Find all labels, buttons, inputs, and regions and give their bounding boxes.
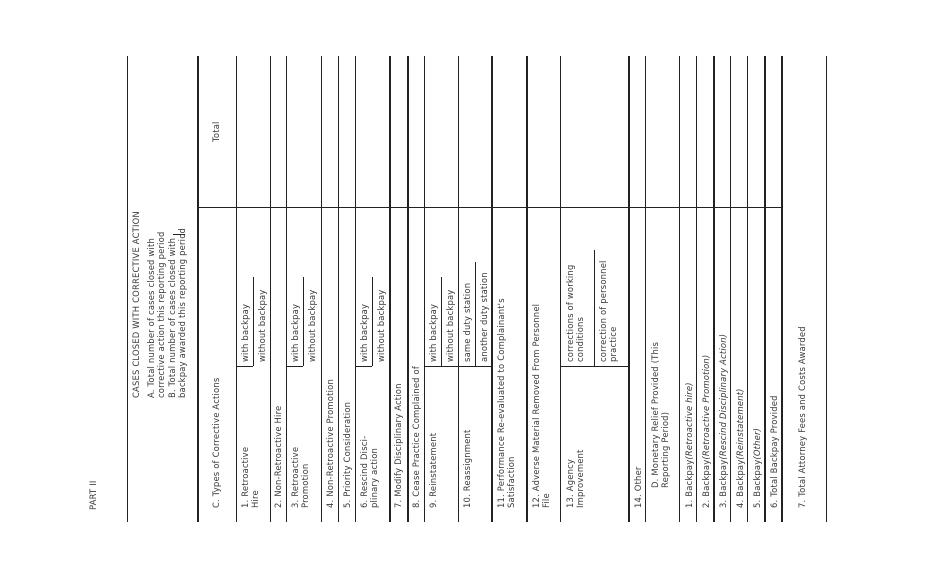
total-column-divider <box>197 207 782 208</box>
row-6-label: 6. Rescind Disci- plinary action <box>359 435 379 508</box>
row-5-label: 5. Priority Consideration <box>342 401 352 508</box>
types-header: C. Types of Corrective Actions <box>211 377 221 508</box>
row-1-label: 1. Retroactive Hire <box>240 446 260 508</box>
col-line-r1 <box>236 56 237 522</box>
col-line-r11 <box>491 56 493 522</box>
col-line-r2 <box>270 56 271 522</box>
row-2-label: 2. Non-Retroactive Hire <box>273 405 283 508</box>
col-line-r8 <box>407 56 409 522</box>
row-10-label: 10. Reassignment <box>462 429 472 508</box>
col-line-r9 <box>424 56 425 522</box>
col-line-m1 <box>679 56 680 522</box>
col-line-m6 <box>764 56 766 522</box>
monetary-header: D. Monetary Relief Provided (This Reporting Period) <box>650 341 670 488</box>
monetary-5-label: 5. Backpay <box>752 459 762 508</box>
sub-divider-r6 <box>372 277 373 366</box>
row-8-label: 8. Cease Practice Complained of <box>411 365 421 508</box>
row-3-sub-a: with backpay <box>290 303 300 362</box>
sub-tick-r1 <box>236 366 253 367</box>
monetary-4 <box>735 388 745 508</box>
row-12-label: 12. Adverse Material Removed From Personnel File <box>531 303 551 508</box>
total-header: Total <box>211 121 221 142</box>
sub-tick-r10 <box>458 366 491 367</box>
monetary-1-italic: (Retroactive hire) <box>684 382 694 460</box>
row-13-label: 13. Agency Improvement <box>565 449 585 508</box>
col-line-m3 <box>713 56 715 522</box>
sub-tick-r9 <box>424 366 458 367</box>
row-9-sub-b: without backpay <box>445 289 455 362</box>
section-heading: CASES CLOSED WITH CORRECTIVE ACTION <box>131 211 141 398</box>
monetary-2-italic: (Retroactive Promotion) <box>701 354 711 460</box>
row-1-sub-b: without backpay <box>257 289 267 362</box>
sub-tick-r3 <box>286 366 303 367</box>
row-9-label: 9. Reinstatement <box>428 432 438 508</box>
monetary-3-italic: (Rescind Disciplinary Action) <box>718 333 728 460</box>
intro-b-text: B. Total number of cases closed with backpay awarded this reporting period <box>167 227 187 398</box>
sub-divider-r1 <box>253 277 254 366</box>
col-line-m2 <box>696 56 697 522</box>
monetary-2-label: 2. Backpay <box>701 459 711 508</box>
col-line-m6b <box>781 56 783 522</box>
monetary-7: 7. Total Attorney Fees and Costs Awarded <box>797 326 807 508</box>
row-13-sub-a: corrections of working conditions <box>565 264 585 362</box>
sub-tick-r6 <box>355 366 372 367</box>
monetary-3 <box>718 334 728 508</box>
row-10-sub-b: another duty station <box>479 272 489 362</box>
col-line-r13 <box>560 56 561 522</box>
col-line-r7 <box>389 56 391 522</box>
sub-divider-r9 <box>441 277 442 366</box>
row-3-sub-b: without backpay <box>307 289 317 362</box>
monetary-5-italic: (Other) <box>752 427 762 460</box>
row-1-sub-a: with backpay <box>240 303 250 362</box>
row-6-sub-b: without backpay <box>376 289 386 362</box>
col-line-r4 <box>321 56 322 522</box>
sub-divider-r10 <box>475 262 476 366</box>
intro-a-text: A. Total number of cases closed with corrective action this reporting period <box>146 231 166 398</box>
monetary-2 <box>701 355 711 508</box>
monetary-4-label: 4. Backpay <box>735 459 745 508</box>
row-3-label: 3. Retroactive Promotion <box>290 446 310 508</box>
row-4-label: 4. Non-Retroactive Promotion <box>325 379 335 508</box>
col-line-r12 <box>526 56 528 522</box>
row-14-label: 14. Other <box>633 466 643 508</box>
col-line-r5 <box>338 56 339 522</box>
row-11-label: 11. Performance Re-evaluated to Complainant's Satisfaction <box>496 298 516 508</box>
col-line-r14 <box>628 56 630 522</box>
row-9-sub-a: with backpay <box>428 303 438 362</box>
row-13-sub-b: correction of personnel practice <box>598 260 618 362</box>
sub-divider-r3 <box>303 277 304 366</box>
monetary-5 <box>752 428 762 508</box>
monetary-4-italic: (Reinstatement) <box>735 388 745 460</box>
col-line-r10 <box>458 56 459 522</box>
row-6-sub-a: with backpay <box>359 303 369 362</box>
monetary-6: 6. Total Backpay Provided <box>769 395 779 508</box>
col-line-m4 <box>730 56 731 522</box>
col-line-r6 <box>355 56 356 522</box>
right-border-line <box>826 56 827 522</box>
monetary-3-label: 3. Backpay <box>718 459 728 508</box>
monetary-1-label: 1. Backpay <box>684 459 694 508</box>
row-10-sub-a: same duty station <box>462 282 472 362</box>
row-7-label: 7. Modify Disciplinary Action <box>393 383 403 508</box>
monetary-1 <box>684 382 694 508</box>
col-line-types <box>197 56 199 522</box>
col-line-m5 <box>747 56 748 522</box>
sub-tick-r13 <box>560 366 628 367</box>
col-line-r3 <box>286 56 287 522</box>
left-border-line <box>127 56 128 522</box>
col-line-d <box>645 56 646 522</box>
sub-divider-r13 <box>594 250 595 366</box>
part-label: PART II <box>88 480 98 510</box>
